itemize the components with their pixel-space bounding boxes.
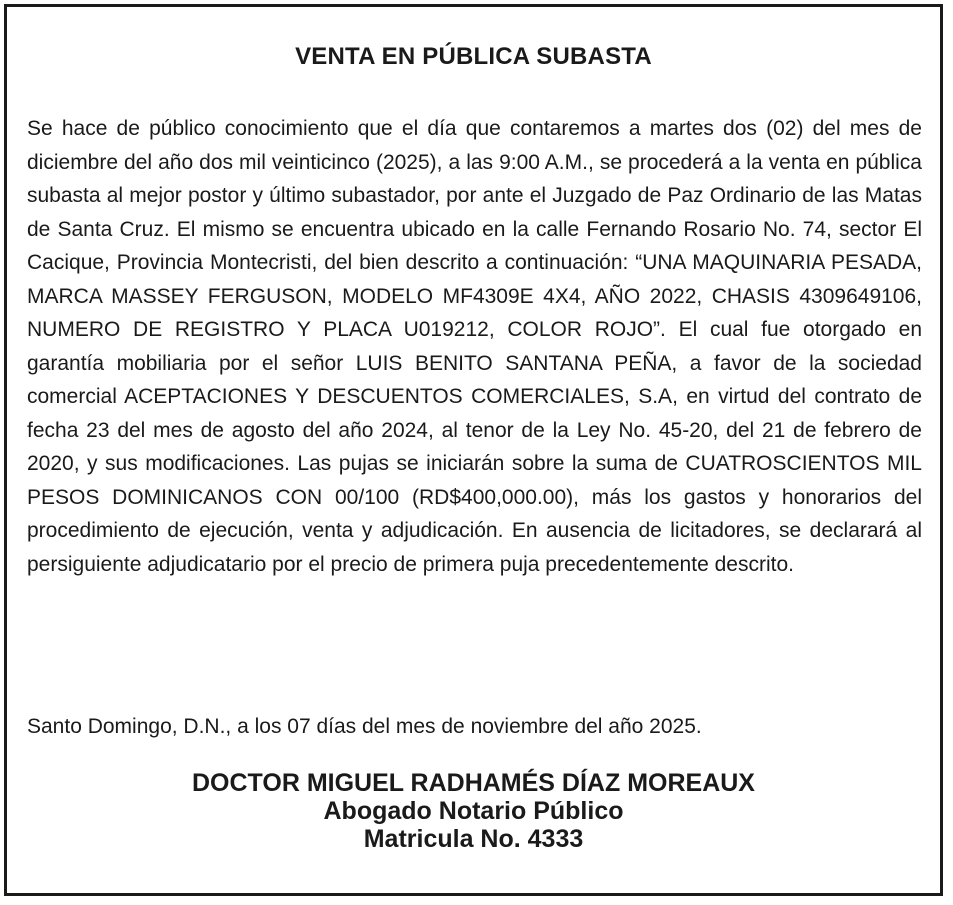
signatory-name: DOCTOR MIGUEL RADHAMÉS DÍAZ MOREAUX (192, 769, 755, 797)
signature-block (7, 769, 940, 853)
notice-title: VENTA EN PÚBLICA SUBASTA (295, 43, 652, 70)
signatory-role: Abogado Notario Público (323, 797, 624, 825)
legal-notice (4, 4, 943, 896)
notice-date-line: Santo Domingo, D.N., a los 07 días del mes de noviembre del año 2025. (27, 715, 702, 738)
signatory-registration: Matricula No. 4333 (363, 825, 584, 853)
notice-body: Se hace de público conocimiento que el día que contaremos a martes dos (02) del mes de diciembre del año dos mil veinticinco (2025), a las 9:00 A.M., se procederá a la venta en pública subasta al mejor postor y último subastador, por ante el Juzgado de Paz Ordinario de las Matas de Santa Cruz. El mismo se encuentra ubicado en la calle Fernando Rosario No. 74, sector El Cacique, Provincia Montecristi, del bien descrito a continuación: “UNA MAQUINARIA PESADA, MARCA MASSEY FERGUSON, MODELO MF4309E 4X4, AÑO 2022, CHASIS 4309649106, NUMERO DE REGISTRO Y PLACA U019212, COLOR ROJO”. El cual fue otorgado en garantía mobiliaria por el señor LUIS BENITO SANTANA PEÑA, a favor de la sociedad comercial ACEPTACIONES Y DESCUENTOS COMERCIALES, S.A, en virtud del contrato de fecha 23 del mes de agosto del año 2024, al tenor de la Ley No. 45-20, del 21 de febrero de 2020, y sus modificaciones. Las pujas se iniciarán sobre la suma de CUATROSCIENTOS MIL PESOS DOMINICANOS CON 00/100 (RD$400,000.00), más los gastos y honorarios del procedimiento de ejecución, venta y adjudicación. En ausencia de licitadores, se declarará al persiguiente adjudicatario por el precio de primera puja precedentemente descrito. (27, 117, 922, 576)
